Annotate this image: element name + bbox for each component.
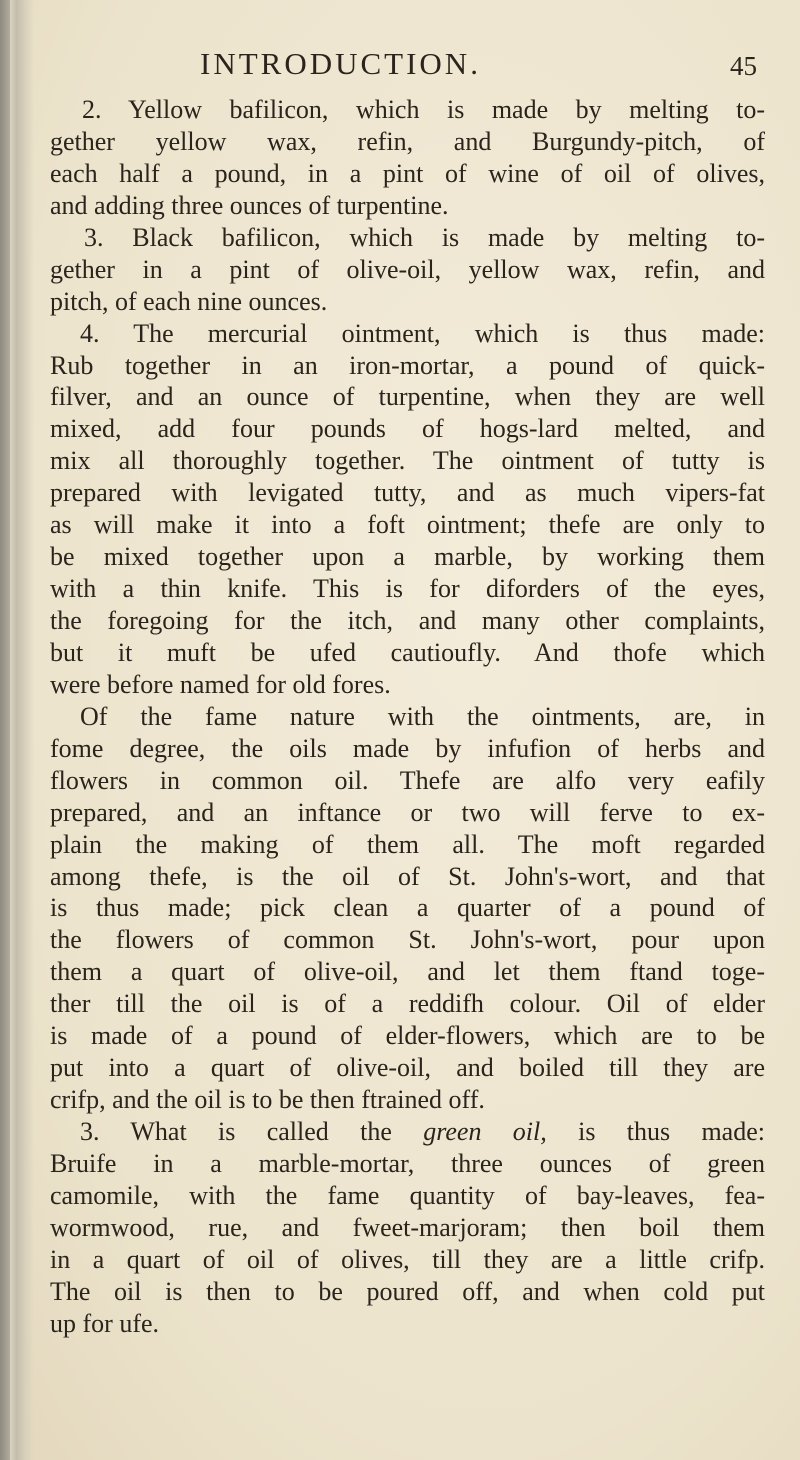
text-line: camomile, with the fame quantity of bay-leaves, fea- (50, 1180, 765, 1210)
text-line: up for ufe. (50, 1308, 160, 1338)
text-line: be mixed together upon a marble, by working them (50, 542, 765, 572)
text-line: the foregoing for the itch, and many other complaints, (50, 606, 765, 635)
text-line: is thus made; pick clean a quarter of a pound of (50, 893, 765, 923)
text-line: crifp, and the oil is to be then ftrained off. (50, 1085, 485, 1115)
text-line: as will make it into a foft ointment; thefe are only to (50, 510, 765, 540)
text-line: gether yellow wax, refin, and Burgundy-pitch, of (50, 126, 765, 156)
running-head (0, 44, 800, 84)
text-line: flowers in common oil. Thefe are alfo very eafily (50, 765, 765, 795)
text-line: 4. The mercurial ointment, which is thus made: (80, 318, 765, 348)
text-line: 3. Black bafilicon, which is made by melting to- (84, 222, 765, 252)
text-line (50, 1116, 765, 1148)
text-line: them a quart of olive-oil, and let them ftand toge- (50, 957, 765, 987)
text-line: the flowers of common St. John's-wort, pour upon (50, 925, 765, 955)
text-line: Rub together in an iron-mortar, a pound of quick- (50, 350, 765, 380)
text-line: each half a pound, in a pint of wine of oil of olives, (50, 158, 765, 188)
text-segment: is thus made: (578, 1117, 765, 1146)
text-line: mix all thoroughly together. The ointment of tutty is (50, 446, 765, 476)
text-line: Of the fame nature with the ointments, are, in (80, 701, 765, 731)
text-line: ther till the oil is of a reddifh colour. Oil of elder (50, 989, 765, 1019)
text-line: plain the making of them all. The moft regarded (50, 829, 765, 859)
text-segment: 3. What is called the (80, 1117, 392, 1146)
page-edge (10, 0, 16, 1460)
binding-gutter-shadow (0, 0, 34, 1460)
text-line: Bruife in a marble-mortar, three ounces of green (50, 1148, 765, 1178)
text-line: is made of a pound of elder-flowers, which are to be (50, 1021, 765, 1051)
text-line: 2. Yellow bafilicon, which is made by melting to- (82, 95, 765, 124)
text-line: but it muft be ufed cautioufly. And thofe which (50, 637, 765, 667)
text-line: wormwood, rue, and fweet-marjoram; then boil them (50, 1212, 765, 1242)
body-text (50, 94, 765, 1340)
text-line: gether in a pint of olive-oil, yellow wax, refin, and (50, 254, 765, 284)
text-line: put into a quart of olive-oil, and boiled till they are (50, 1053, 765, 1083)
text-line: in a quart of oil of olives, till they are a little crifp. (50, 1244, 765, 1274)
italic-term-green-oil: green oil, (423, 1117, 547, 1146)
text-line: with a thin knife. This is for diforders of the eyes, (50, 574, 765, 604)
text-line: filver, and an ounce of turpentine, when they are well (50, 382, 765, 412)
page-number: 45 (730, 51, 757, 81)
text-line: fome degree, the oils made by infufion of herbs and (50, 733, 765, 763)
text-line: were before named for old fores. (50, 669, 391, 699)
running-head-title: INTRODUCTION. (200, 46, 481, 81)
text-line: The oil is then to be poured off, and when cold put (50, 1276, 765, 1306)
text-line: prepared with levigated tutty, and as much vipers-fat (50, 478, 765, 508)
text-line: mixed, add four pounds of hogs-lard melted, and (50, 414, 765, 444)
text-line: prepared, and an inftance or two will ferve to ex- (50, 797, 765, 827)
text-line: and adding three ounces of turpentine. (50, 190, 449, 220)
text-line: pitch, of each nine ounces. (50, 286, 328, 316)
text-line: among thefe, is the oil of St. John's-wort, and that (50, 861, 765, 891)
